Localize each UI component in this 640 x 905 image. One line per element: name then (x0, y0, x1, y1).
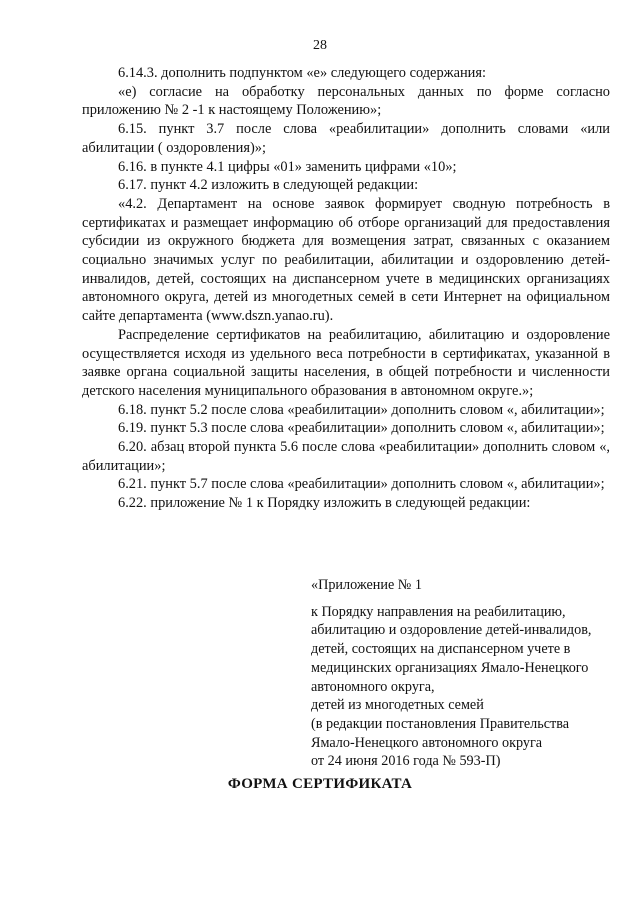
form-title: ФОРМА СЕРТИФИКАТА (227, 776, 413, 792)
appendix-line: от 24 июня 2016 года № 593-П) (311, 753, 501, 770)
appendix-line: Ямало-Ненецкого автономного округа (311, 734, 543, 751)
appendix-header (311, 576, 611, 771)
appendix-line: абилитацию и оздоровление детей-инвалидов, (311, 622, 592, 639)
paragraph-6-18: 6.18. пункт 5.2 после слова «реабилитации» дополнить словом «, абилитации»; (118, 401, 605, 418)
paragraph-6-22: 6.22. приложение № 1 к Порядку изложить в следующей редакции: (118, 495, 531, 512)
paragraph-4-2: «4.2. Департамент на основе заявок формирует сводную потребность в сертификатах и размещает информацию об отборе организаций для предоставления субсидии из окружного бюджета для возмещения затрат, связанных с оказанием социально значимых услуг по реабилитации, абилитации и оздоровлению детей-инвалидов, детей, состоящих на диспансерном учете в медицинских организациях автономного округа, детей из многодетных семей в сети Интернет на официальном сайте департамента (www.dszn.yanao.ru). (82, 195, 610, 325)
appendix-line: детей из многодетных семей (311, 697, 484, 714)
page-number: 28 (313, 38, 327, 53)
appendix-line: (в редакции постановления Правительства (311, 715, 570, 732)
paragraph-6-17: 6.17. пункт 4.2 изложить в следующей редакции: (118, 177, 419, 194)
document-body (82, 64, 610, 513)
paragraph-distribution: Распределение сертификатов на реабилитацию, абилитацию и оздоровление осуществляется исходя из удельного веса потребности в сертификатах, указанной в заявке органа социальной защиты населения, в общей потребности и численности детского населения муниципального образования в автономном округе.»; (82, 326, 610, 399)
appendix-title: «Приложение № 1 (311, 577, 422, 593)
paragraph-6-16: 6.16. в пункте 4.1 цифры «01» заменить цифрами «10»; (118, 158, 457, 175)
paragraph-subitem-e: «е) согласие на обработку персональных данных по форме согласно приложению № 2 -1 к настоящему Положению»; (82, 83, 610, 119)
paragraph-6-21: 6.21. пункт 5.7 после слова «реабилитации» дополнить словом «, абилитации»; (118, 476, 605, 493)
appendix-line: медицинских организациях Ямало-Ненецкого (311, 659, 589, 676)
paragraph-6-19: 6.19. пункт 5.3 после слова «реабилитации» дополнить словом «, абилитации»; (118, 420, 605, 437)
paragraph-6-15: 6.15. пункт 3.7 после слова «реабилитации» дополнить словами «или абилитации ( оздоровления)»; (82, 121, 610, 156)
appendix-line: автономного округа, (311, 678, 435, 695)
paragraph-6-14-3: 6.14.3. дополнить подпунктом «е» следующего содержания: (118, 65, 486, 81)
appendix-line: детей, состоящих на диспансерном учете в (311, 641, 571, 658)
appendix-line: к Порядку направления на реабилитацию, (311, 603, 566, 620)
paragraph-6-20: 6.20. абзац второй пункта 5.6 после слова «реабилитации» дополнить словом «, абилитации»; (82, 439, 610, 474)
